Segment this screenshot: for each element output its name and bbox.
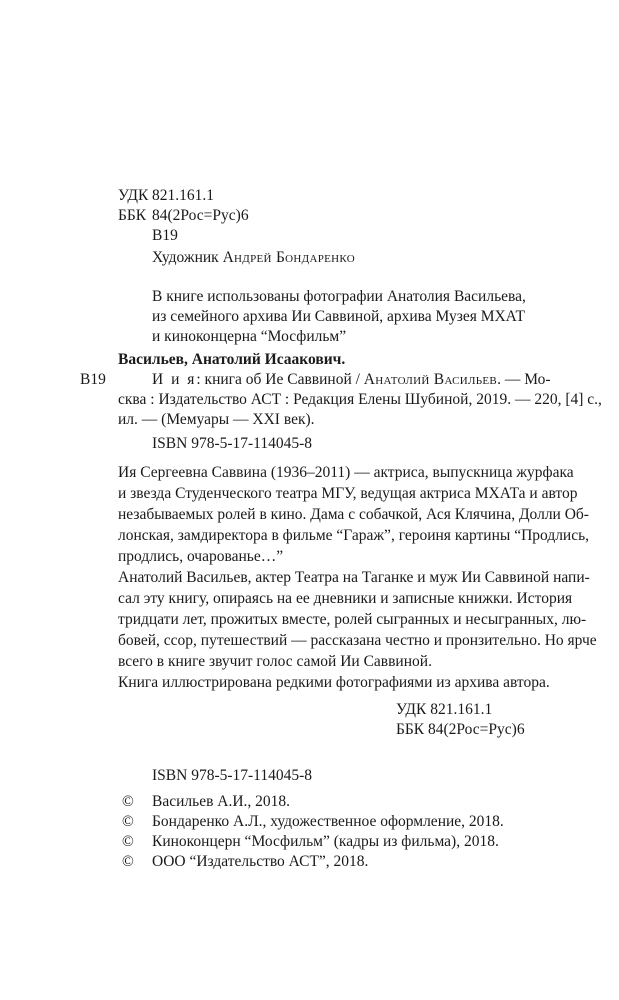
copyright-icon: © xyxy=(122,853,134,870)
copyright-icon: © xyxy=(122,793,134,810)
copyright-text: Бондаренко А.Л., художественное оформление, 2018. xyxy=(152,813,504,830)
annotation-line: Анатолий Васильев, актер Театра на Таганке и муж Ии Саввиной напи- xyxy=(118,569,590,586)
annotation-line: Ия Сергеевна Саввина (1936–2011) — актриса, выпускница журфака xyxy=(118,464,574,481)
annotation-line: незабываемых ролей в кино. Дама с собачкой, Ася Клячина, Долли Об- xyxy=(118,506,589,523)
author-mark: В19 xyxy=(152,227,178,244)
photo-note-line: В книге использованы фотографии Анатолия Васильева, xyxy=(152,288,526,305)
copyright-icon: © xyxy=(122,833,134,850)
annotation-line: тридцати лет, прожитых вместе, ролей сыгранных и несыгранных, лю- xyxy=(118,611,587,628)
photo-note-line: и киноконцерна “Мосфильм” xyxy=(152,328,347,345)
copyright-text: Васильев А.И., 2018. xyxy=(152,793,291,810)
biblio-author: Анатолий Васильев xyxy=(363,371,498,388)
annotation-line: лонская, замдиректора в фильме “Гараж”, героиня картины “Продлись, xyxy=(118,527,590,544)
annotation-line: всего в книге звучит голос самой Ии Саввиной. xyxy=(118,653,432,670)
biblio-line: ил. — (Мемуары — XXI век). xyxy=(118,411,315,428)
biblio-line: сква : Издательство АСТ : Редакция Елены Шубиной, 2019. — 220, [4] с., xyxy=(118,391,602,408)
annotation-line: продлись, очарованье…” xyxy=(118,548,284,565)
author-heading: Васильев, Анатолий Исаакович. xyxy=(118,351,346,368)
udk-value: 821.161.1 xyxy=(152,187,214,204)
copyright-icon: © xyxy=(122,813,134,830)
artist-credit xyxy=(152,248,355,268)
bbk-right: ББК 84(2Рос=Рус)6 xyxy=(396,721,525,738)
isbn-bottom: ISBN 978-5-17-114045-8 xyxy=(152,767,313,784)
copyright-text: Киноконцерн “Мосфильм” (кадры из фильма), 2018. xyxy=(152,833,499,850)
annotation-line: Книга иллюстрирована редкими фотографиями из архива автора. xyxy=(118,674,550,691)
margin-mark: В19 xyxy=(80,371,106,388)
udk-label: УДК xyxy=(118,187,149,204)
biblio-line: И и я: книга об Ие Саввиной / Анатолий Васильев. — Мо- xyxy=(152,371,551,388)
artist-prefix: Художник xyxy=(152,249,219,266)
book-title: И и я xyxy=(152,371,197,388)
annotation-line: и звезда Студенческого театра МГУ, ведущая актриса МХАТа и автор xyxy=(118,485,578,502)
udk-right: УДК 821.161.1 xyxy=(396,701,493,718)
annotation-line: бовей, ссор, путешествий — рассказана честно и пронзительно. Но ярче xyxy=(118,632,597,649)
photo-note-line: из семейного архива Ии Саввиной, архива Музея МХАТ xyxy=(152,308,525,325)
bbk-value: 84(2Рос=Рус)6 xyxy=(152,207,249,224)
isbn-top: ISBN 978-5-17-114045-8 xyxy=(152,435,313,452)
copyright-text: ООО “Издательство АСТ”, 2018. xyxy=(152,853,369,870)
annotation-line: сал эту книгу, опираясь на ее дневники и записные книжки. История xyxy=(118,590,573,607)
artist-name: Андрей Бондаренко xyxy=(222,249,355,266)
bbk-label: ББК xyxy=(118,207,147,224)
